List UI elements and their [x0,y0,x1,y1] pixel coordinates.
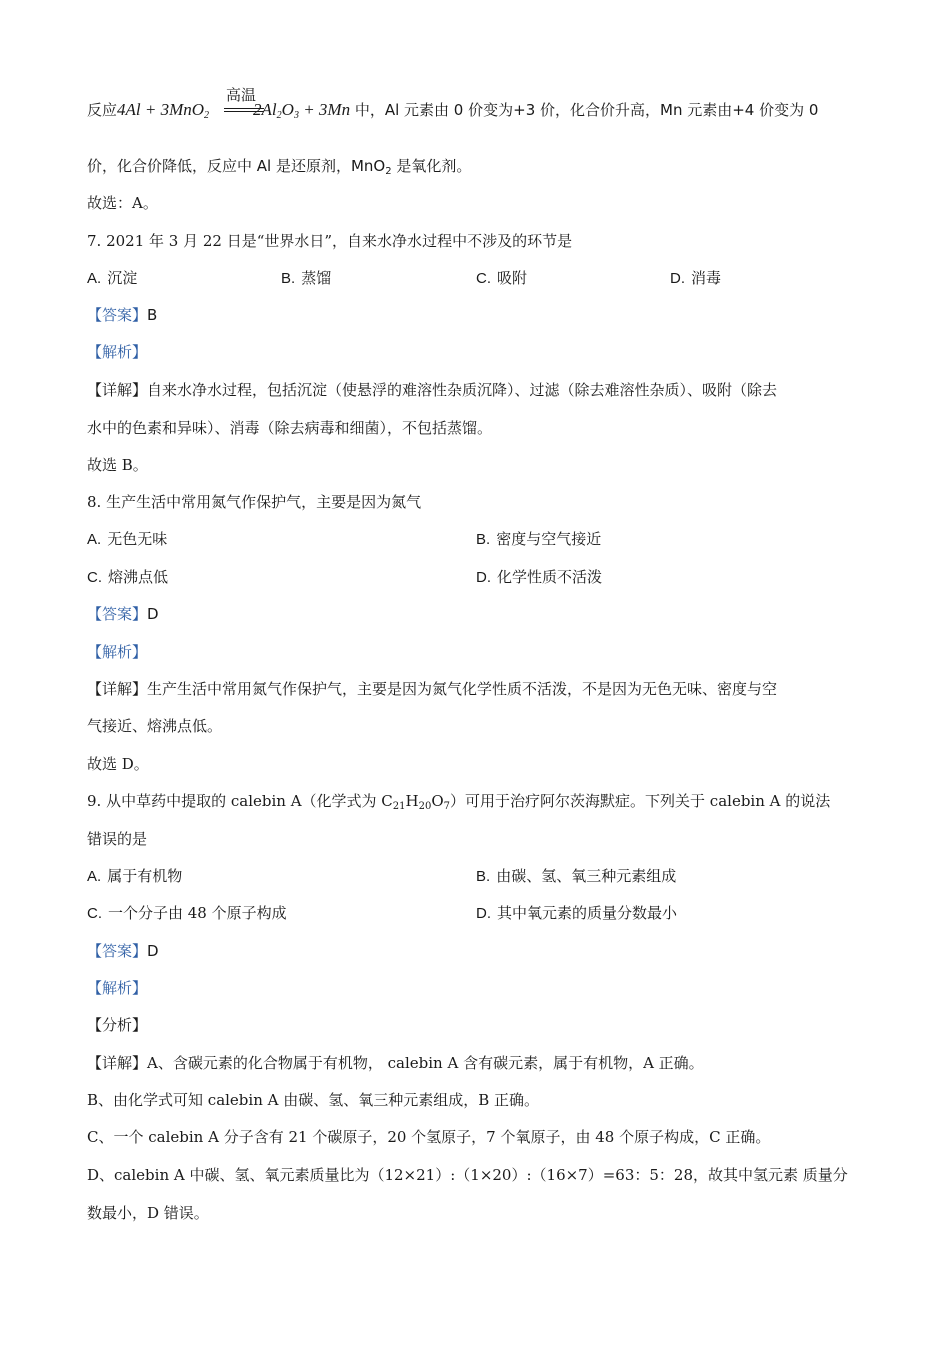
q8-option-d: D. 化学性质不活泼 [476,568,603,586]
equation-prefix: 反应 [87,101,118,119]
q8-option-a: A. 无色无味 [87,530,168,548]
q9-option-c: C. 一个分子由 48 个原子构成 [87,904,287,922]
q7-answer: 【答案】B [87,306,158,324]
q8-option-c: C. 熔沸点低 [87,568,169,586]
q8-choose: 故选 D。 [87,755,149,773]
q9-detail-c: C、一个 calebin A 分子含有 21 个碳原子，20 个氢原子，7 个氧原子，由 48 个原子构成，C 正确。 [87,1128,771,1146]
q8-option-b: B. 密度与空气接近 [476,530,602,548]
q8-detail-2: 气接近、熔沸点低。 [87,717,223,735]
q9-detail-d-1: D、calebin A 中碳、氢、氧元素质量比为（12×21）:（1×20）:（16×7）=63：5：28，故其中氢元素 质量分 [87,1166,848,1184]
q7-option-a: A. 沉淀 [87,269,138,287]
q7-detail-1: 【详解】自来水净水过程，包括沉淀（使悬浮的难溶性杂质沉降）、过滤（除去难溶性杂质）、吸附（除去 [87,381,778,399]
equation-lhs: 4Al + 3MnO$_2$ [117,100,210,121]
q9-stem-2: 错误的是 [87,830,148,848]
q9-option-b: B. 由碳、氢、氧三种元素组成 [476,867,677,885]
q9-stem-1: 9. 从中草药中提取的 calebin A（化学式为 $C_{21}H_{20}O_7$）可用于治疗阿尔茨海默症。下列关于 calebin A 的说法 [87,792,831,812]
q9-analysis-tag: 【解析】 [87,979,148,997]
q7-choose: 故选 B。 [87,456,148,474]
q7-option-b: B. 蒸馏 [281,269,332,287]
explanation-line-2: 价，化合价降低，反应中 Al 是还原剂，MnO$_2$ 是氧化剂。 [87,157,472,177]
q7-detail-2: 水中的色素和异味）、消毒（除去病毒和细菌），不包括蒸馏。 [87,419,493,437]
q9-answer: 【答案】D [87,942,159,960]
q7-option-d: D. 消毒 [670,269,722,287]
q7-stem: 7. 2021 年 3 月 22 日是“世界水日”，自来水净水过程中不涉及的环节是 [87,232,573,250]
q8-analysis-tag: 【解析】 [87,643,148,661]
q9-option-a: A. 属于有机物 [87,867,183,885]
q8-answer: 【答案】D [87,605,159,623]
equation-explanation: 中，Al 元素由 0 价变为+3 价，化合价升高，Mn 元素由+4 价变为 0 [350,101,819,119]
q8-detail-1: 【详解】生产生活中常用氮气作保护气，主要是因为氮气化学性质不活泼，不是因为无色无味、密度与空 [87,680,778,698]
equation-rhs: $2Al_2O_3 + 3Mn$ [253,100,351,121]
equation-line [87,100,818,120]
reaction-condition: 高温 [226,86,257,104]
q7-option-c: C. 吸附 [476,269,528,287]
q9-detail-a: 【详解】A、含碳元素的化合物属于有机物， calebin A 含有碳元素，属于有机物，A 正确。 [87,1054,704,1072]
q9-detail-d-2: 数最小，D 错误。 [87,1204,209,1222]
q9-fenxi-tag: 【分析】 [87,1016,148,1034]
choose-line: 故选：A。 [87,194,158,212]
q9-detail-b: B、由化学式可知 calebin A 由碳、氢、氧三种元素组成，B 正确。 [87,1091,540,1109]
q7-analysis-tag: 【解析】 [87,343,148,361]
equals-sign [224,108,264,112]
q8-stem: 8. 生产生活中常用氮气作保护气，主要是因为氮气 [87,493,422,511]
q9-option-d: D. 其中氧元素的质量分数最小 [476,904,678,922]
